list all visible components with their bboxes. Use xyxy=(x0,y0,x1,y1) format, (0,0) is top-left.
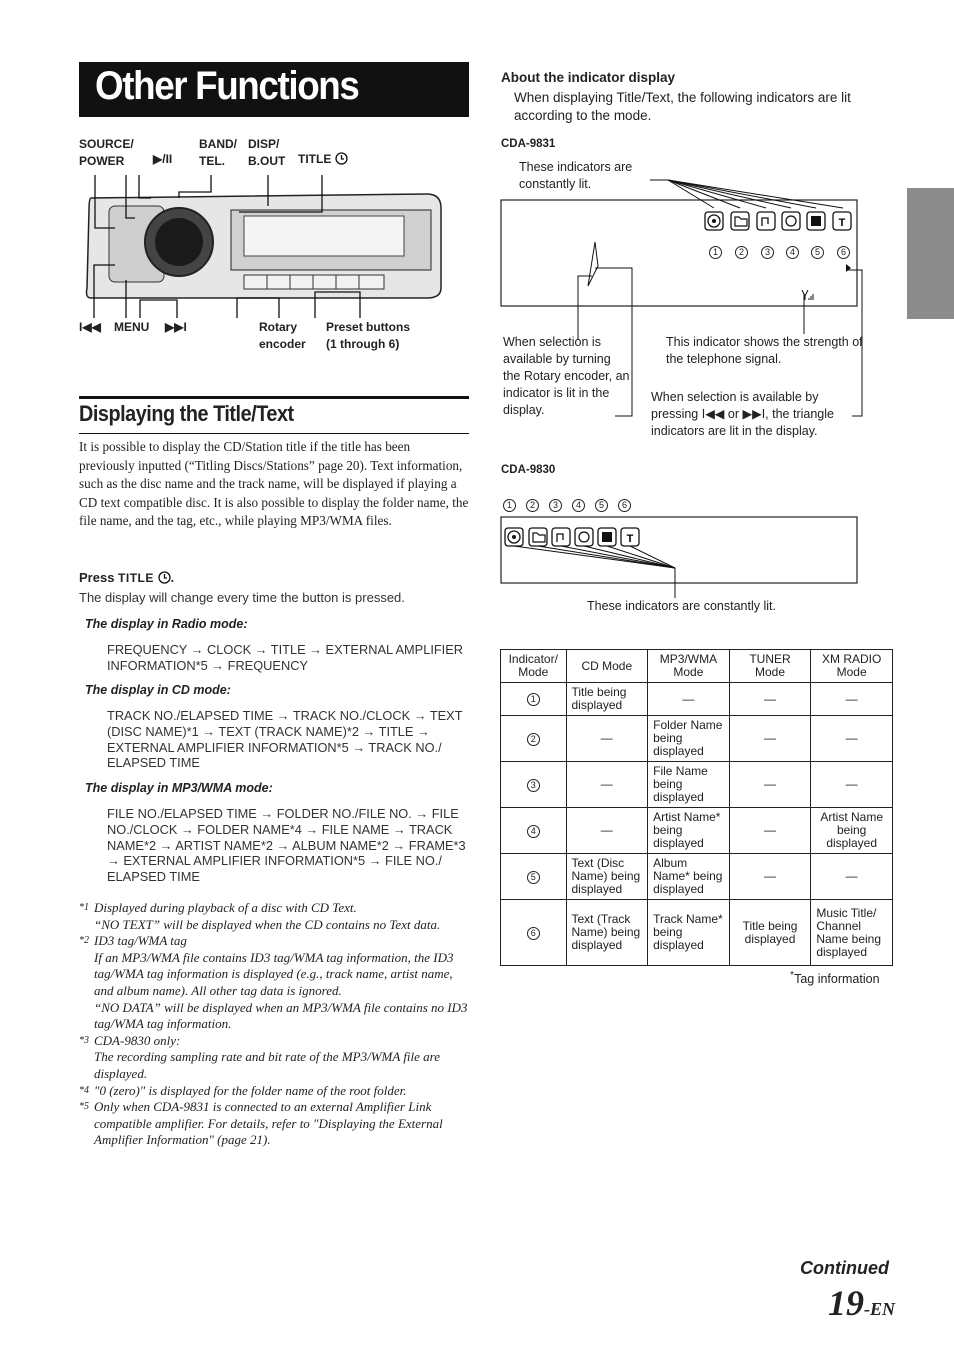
label-band-tel: BAND/ TEL. xyxy=(199,137,237,168)
table-cell: Text (Disc Name) being displayed xyxy=(566,854,648,900)
section-heading: Displaying the Title/Text xyxy=(79,396,469,434)
footnote: *3 CDA-9830 only: The recording sampling rate and bit rate of the MP3/WMA file are displayed. xyxy=(79,1032,441,1081)
table-header-cell: CD Mode xyxy=(566,650,648,683)
cda9830-display-diagram xyxy=(500,510,860,600)
table-row xyxy=(501,808,893,854)
table-row xyxy=(501,854,893,900)
model-cda9831: CDA-9831 xyxy=(501,138,556,150)
model-cda9830: CDA-9830 xyxy=(501,464,556,476)
table-row xyxy=(501,762,893,808)
front-panel-illustration xyxy=(79,170,449,320)
table-cell: — xyxy=(566,762,648,808)
section-tab xyxy=(907,188,954,319)
clock-icon xyxy=(335,152,348,165)
table-cell: 6 xyxy=(501,900,567,966)
cda9831-indicator-numbers: 1 2 3 4 5 6 xyxy=(709,246,850,259)
label-next: ▶▶I xyxy=(165,320,187,334)
radio-mode-sequence: FREQUENCY → CLOCK → TITLE → EXTERNAL AMPLIFIER INFORMATION*5 → FREQUENCY xyxy=(107,642,464,673)
label-source-power: SOURCE/ POWER xyxy=(79,137,134,168)
table-cell: — xyxy=(811,762,893,808)
table-cell: 2 xyxy=(501,716,567,762)
footnote: *4 "0 (zero)" is displayed for the folder name of the root folder. xyxy=(79,1082,407,1098)
table-cell: 1 xyxy=(501,683,567,716)
table-cell: — xyxy=(729,808,811,854)
table-cell: Artist Name* being displayed xyxy=(648,808,730,854)
press-instruction: Press TITLE . xyxy=(79,570,175,585)
footnote: *5 Only when CDA-9831 is connected to an external Amplifier Link compatible amplifier. For details, refer to "Displaying the External Amplifier Information" (page 21). xyxy=(79,1099,443,1148)
indicator-intro: When displaying Title/Text, the following indicators are lit according to the mode. xyxy=(514,90,851,123)
table-header-cell: Indicator/ Mode xyxy=(501,650,567,683)
footnote: *2 ID3 tag/WMA tag If an MP3/WMA file contains ID3 tag/WMA tag information, the ID3 tag/WMA tag information is displayed (e.g., track name, artist name, and album name). All other tag data is ignored. “NO DATA” will be displayed when an MP3/WMA file contains no ID3 tag/WMA tag information. xyxy=(79,933,468,1032)
table-cell: Text (Track Name) being displayed xyxy=(566,900,648,966)
table-row xyxy=(501,900,893,966)
cd-mode-sequence: TRACK NO./ELAPSED TIME → TRACK NO./CLOCK → TEXT (DISC NAME)*1 → TEXT (TRACK NAME)*2 → TITLE → EXTERNAL AMPLIFIER INFORMATION*5 → TRACK NO./ ELAPSED TIME xyxy=(107,708,463,771)
footnote: *1 Displayed during playback of a disc with CD Text. “NO TEXT” will be displayed when the CD contains no Text data. xyxy=(79,900,441,932)
table-cell: File Name being displayed xyxy=(648,762,730,808)
label-disp-bout: DISP/ B.OUT xyxy=(248,137,286,168)
table-cell: — xyxy=(729,683,811,716)
indicator-table xyxy=(500,649,893,966)
table-cell: — xyxy=(811,683,893,716)
table-note: *Tag information xyxy=(790,970,880,987)
table-header-cell: TUNER Mode xyxy=(729,650,811,683)
cda9830-indicator-numbers: 1 2 3 4 5 6 xyxy=(503,499,631,512)
table-row xyxy=(501,683,893,716)
page-number: 19-EN xyxy=(828,1283,895,1323)
table-cell: — xyxy=(729,762,811,808)
label-play-pause: ▶/II xyxy=(153,152,173,166)
table-cell: — xyxy=(729,854,811,900)
label-title-button: TITLE xyxy=(298,151,348,168)
label-prev: I◀◀ xyxy=(79,320,101,334)
svg-text:T: T xyxy=(838,217,846,229)
rotary-note: When selection is available by turning the Rotary encoder, an indicator is lit in the display. xyxy=(503,335,630,417)
table-cell: Music Title/ Channel Name being displayed xyxy=(811,900,893,966)
table-cell: 3 xyxy=(501,762,567,808)
label-menu: MENU xyxy=(114,320,150,334)
page-title-bar xyxy=(79,62,469,117)
press-description: The display will change every time the button is pressed. xyxy=(79,590,405,605)
table-cell: Track Name* being displayed xyxy=(648,900,730,966)
label-preset-buttons: Preset buttons (1 through 6) xyxy=(326,320,411,351)
table-cell: — xyxy=(729,716,811,762)
svg-text:T: T xyxy=(626,533,634,545)
table-cell: — xyxy=(566,808,648,854)
radio-mode-heading: The display in Radio mode: xyxy=(85,617,248,631)
footnotes xyxy=(79,900,471,1149)
table-cell: Album Name* being displayed xyxy=(648,854,730,900)
signal-note: This indicator shows the strength of the telephone signal. xyxy=(666,335,863,366)
label-rotary-encoder: Rotary encoder xyxy=(259,320,306,351)
cd-mode-heading: The display in CD mode: xyxy=(85,683,231,697)
table-cell: Title being displayed xyxy=(566,683,648,716)
table-cell: Folder Name being displayed xyxy=(648,716,730,762)
table-header-row xyxy=(501,650,893,683)
mp3-mode-sequence: FILE NO./ELAPSED TIME → FOLDER NO./FILE NO. → FILE NO./CLOCK → FOLDER NAME*4 → FILE NAME → TRACK NAME*2 → ARTIST NAME*2 → ALBUM NAME*2 → FRAME*3 → EXTERNAL AMPLIFIER INFORMATION*5 → FILE NO./ ELAPSED TIME xyxy=(107,806,466,885)
mp3-mode-heading: The display in MP3/WMA mode: xyxy=(85,781,273,795)
table-cell: 4 xyxy=(501,808,567,854)
table-cell: — xyxy=(811,854,893,900)
clock-icon xyxy=(158,571,171,584)
triangle-note: When selection is available by pressing I◀◀ or ▶▶I, the triangle indicators are lit in the display. xyxy=(651,390,834,438)
continued-label: Continued xyxy=(800,1258,889,1278)
section-intro: It is possible to display the CD/Station title if the title has been previously inputted (“Titling Discs/Stations” page 20). Text information, such as the disc name and the track name, will be displayed if playing a CD text compatible disc. It is also possible to display the folder name, the file name, and the tag, etc., while playing MP3/WMA files. xyxy=(79,439,469,529)
table-cell: 5 xyxy=(501,854,567,900)
page-title: Other Functions xyxy=(95,64,359,108)
table-row xyxy=(501,716,893,762)
indicator-heading: About the indicator display xyxy=(501,70,676,85)
lit-note-2: These indicators are constantly lit. xyxy=(587,599,776,613)
table-cell: — xyxy=(566,716,648,762)
table-cell: — xyxy=(811,716,893,762)
table-cell: — xyxy=(648,683,730,716)
table-cell: Title being displayed xyxy=(729,900,811,966)
table-header-cell: XM RADIO Mode xyxy=(811,650,893,683)
lit-note: These indicators are constantly lit. xyxy=(519,160,633,191)
table-cell: Artist Name being displayed xyxy=(811,808,893,854)
table-header-cell: MP3/WMA Mode xyxy=(648,650,730,683)
